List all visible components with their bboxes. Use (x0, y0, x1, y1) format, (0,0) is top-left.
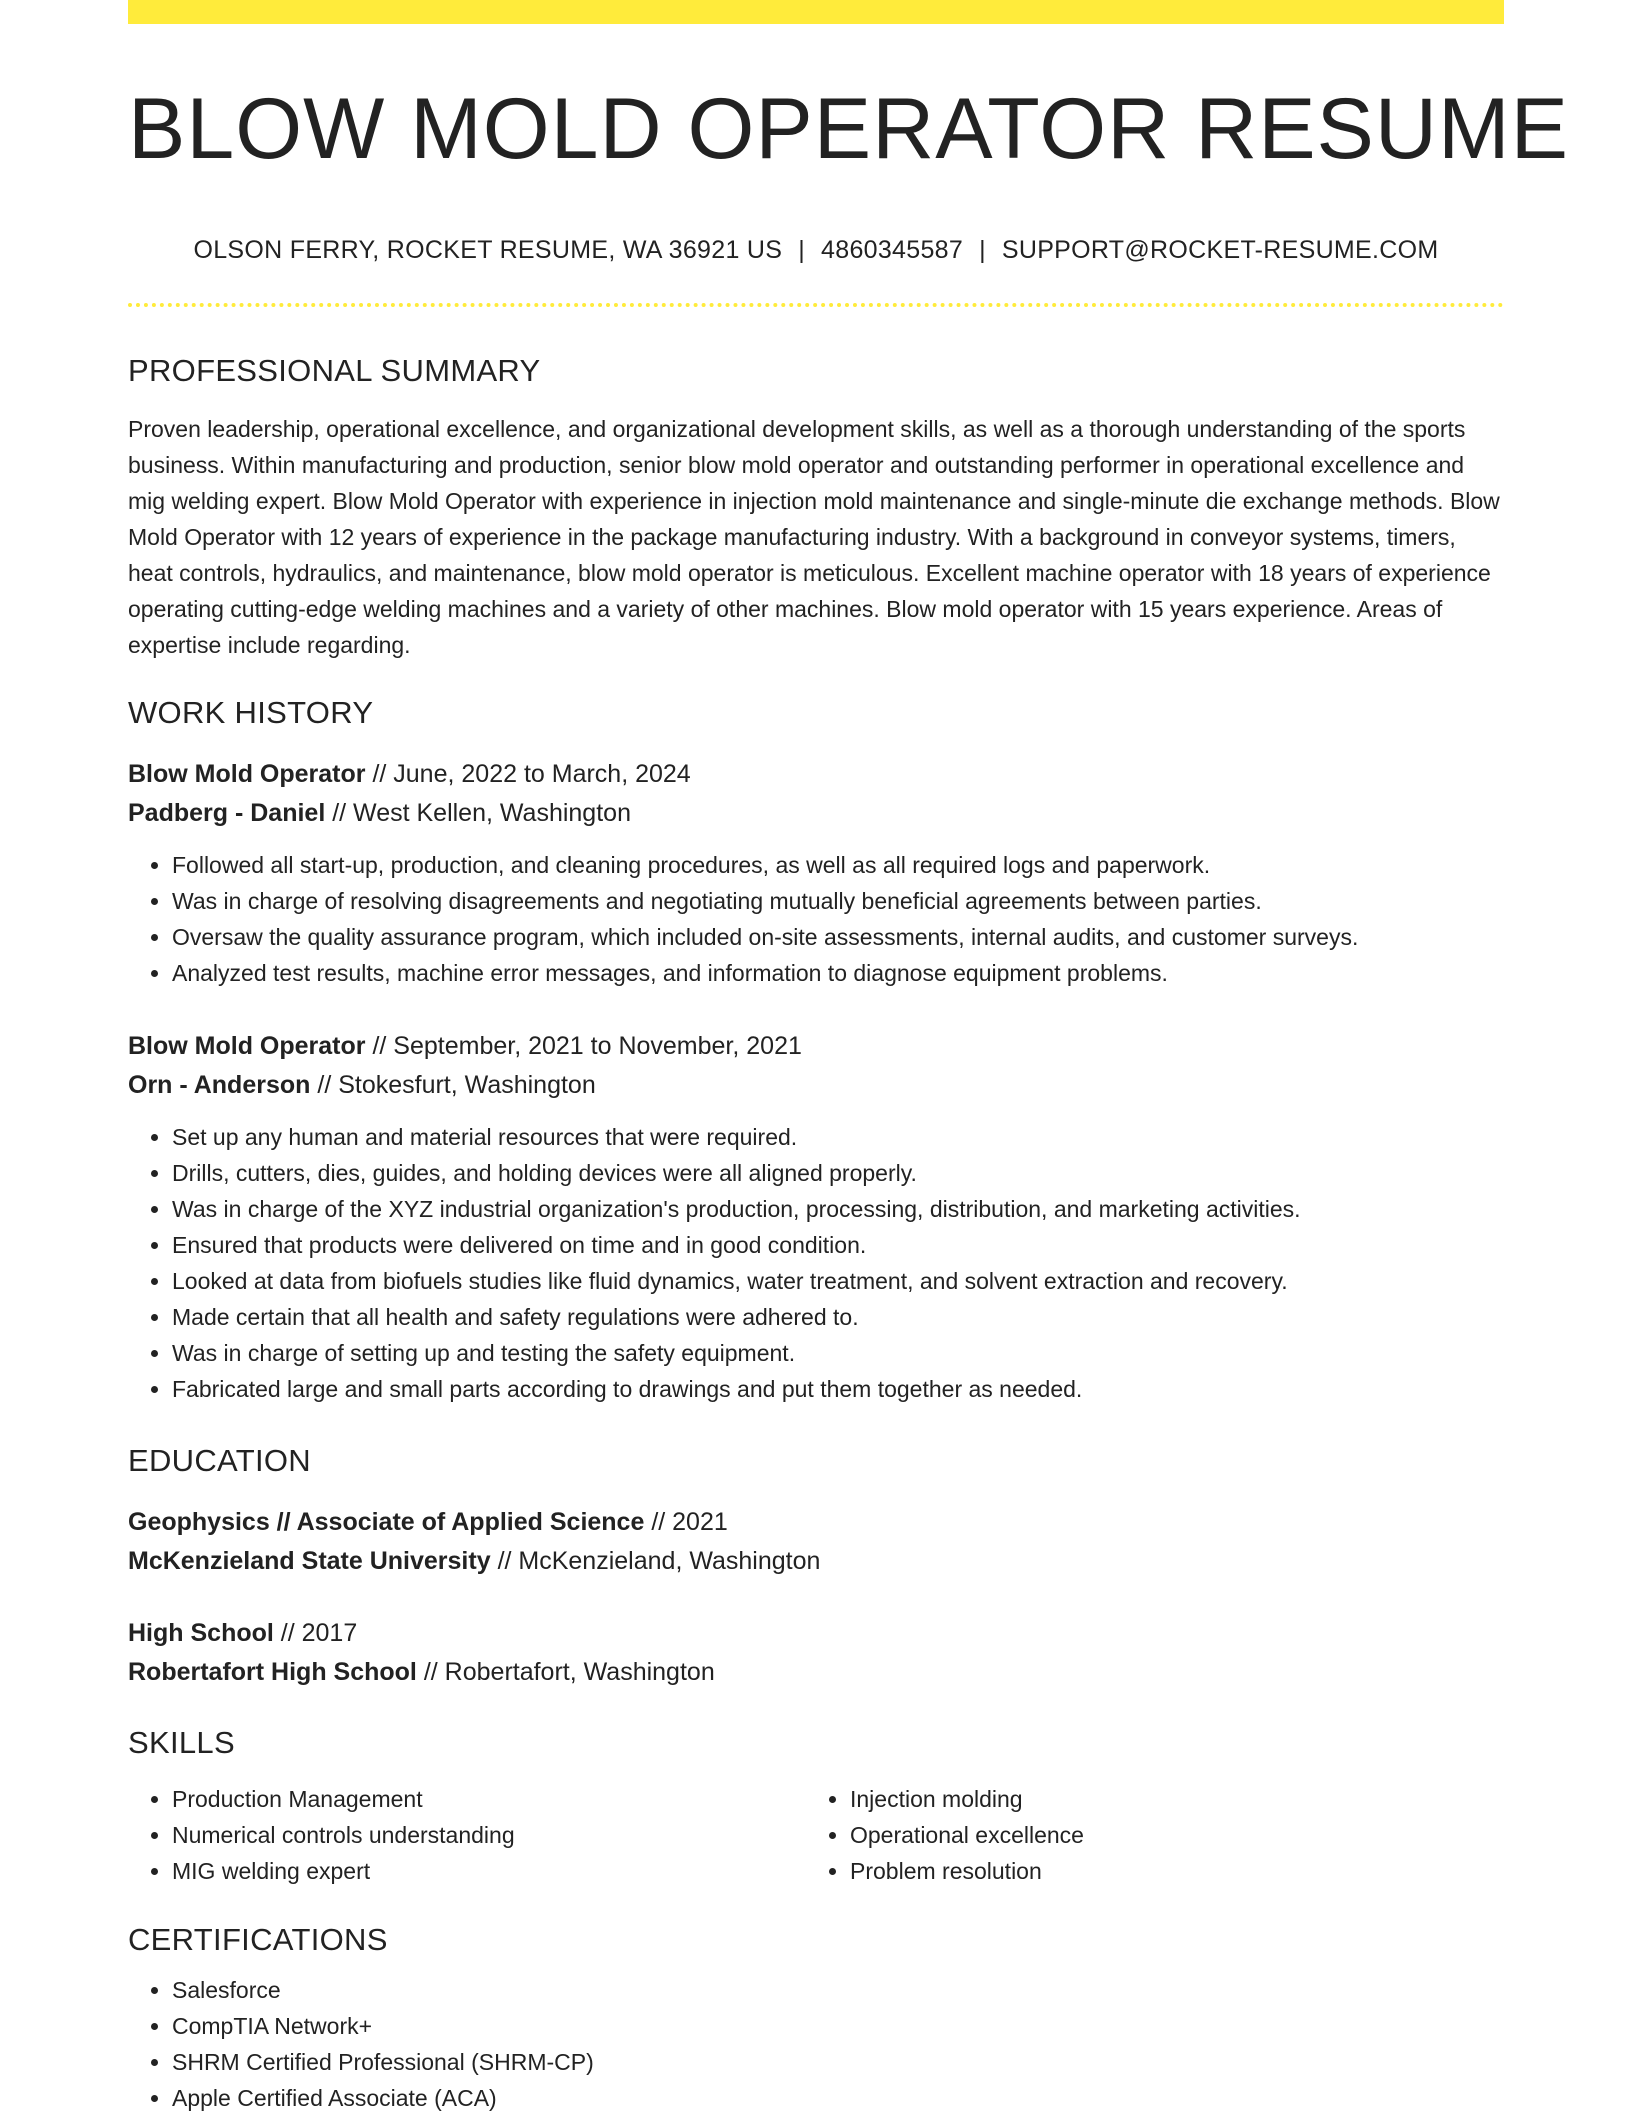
job-bullets (128, 1119, 1504, 1407)
job-location: // Stokesfurt, Washington (310, 1071, 596, 1099)
school-location: // Robertafort, Washington (416, 1658, 715, 1686)
certification-item: • Salesforce (172, 1972, 1504, 2008)
list-item: • Drills, cutters, dies, guides, and holding devices were all aligned properly. (172, 1155, 1504, 1191)
job-bullets (128, 847, 1504, 991)
school-location: // McKenzieland, Washington (490, 1547, 821, 1575)
list-item: • Was in charge of setting up and testing the safety equipment. (172, 1335, 1504, 1371)
job-dates: // September, 2021 to November, 2021 (365, 1032, 802, 1060)
school-line (128, 1653, 1504, 1692)
certification-item: • Apple Certified Associate (ACA) (172, 2080, 1504, 2116)
job-company-line (128, 794, 1504, 833)
list-item: • Was in charge of resolving disagreements and negotiating mutually beneficial agreements between parties. (172, 883, 1504, 919)
job-company: Orn - Anderson (128, 1071, 311, 1099)
section-heading-summary: PROFESSIONAL SUMMARY (128, 353, 541, 388)
job-company: Padberg - Daniel (128, 799, 326, 827)
list-item: • Oversaw the quality assurance program, which included on-site assessments, internal audits, and customer surveys. (172, 919, 1504, 955)
job-title: Blow Mold Operator (128, 760, 366, 788)
skill-item: • Injection molding (850, 1781, 1484, 1817)
list-item: • Looked at data from biofuels studies like fluid dynamics, water treatment, and solvent extraction and recovery. (172, 1263, 1504, 1299)
summary-text: Proven leadership, operational excellence, and organizational development skills, as well as a thorough understanding of the sports business. Within manufacturing and production, senior blow mold operator and outstanding performer in operational excellence and mig welding expert. Blow Mold Operator with experience in injection mold maintenance and single-minute die exchange methods. Blow Mold Operator with 12 years of experience in the package manufacturing industry. With a background in conveyor systems, timers, heat controls, hydraulics, and maintenance, blow mold operator is meticulous. Excellent machine operator with 18 years of experience operating cutting-edge welding machines and a variety of other machines. Blow mold operator with 15 years experience. Areas of expertise include regarding. (128, 416, 1500, 658)
list-item: • Analyzed test results, machine error messages, and information to diagnose equipment problems. (172, 955, 1504, 991)
skill-item: • Numerical controls understanding (172, 1817, 806, 1853)
skill-item: • Production Management (172, 1781, 806, 1817)
degree-year: // 2021 (644, 1508, 728, 1536)
degree: Geophysics // Associate of Applied Science (128, 1508, 645, 1536)
job-entry (128, 755, 1504, 991)
contact-separator: | (979, 236, 986, 264)
list-item: • Fabricated large and small parts according to drawings and put them together as needed. (172, 1371, 1504, 1407)
job-title-line (128, 1027, 1504, 1066)
skills-grid (128, 1781, 1504, 1889)
list-item: • Was in charge of the XYZ industrial organization's production, processing, distribution, and marketing activities. (172, 1191, 1504, 1227)
job-dates: // June, 2022 to March, 2024 (365, 760, 691, 788)
section-heading-skills: SKILLS (128, 1725, 235, 1760)
list-item: • Set up any human and material resources that were required. (172, 1119, 1504, 1155)
job-title-line (128, 755, 1504, 794)
section-heading-work: WORK HISTORY (128, 695, 374, 730)
job-location: // West Kellen, Washington (325, 799, 631, 827)
skill-item: • Problem resolution (850, 1853, 1484, 1889)
contact-email[interactable]: SUPPORT@ROCKET-RESUME.COM (1001, 236, 1439, 264)
section-heading-education: EDUCATION (128, 1443, 311, 1478)
education-entry (128, 1503, 1504, 1581)
job-company-line (128, 1066, 1504, 1105)
list-item: • Made certain that all health and safety regulations were adhered to. (172, 1299, 1504, 1335)
contact-line (128, 236, 1504, 265)
list-item: • Followed all start-up, production, and cleaning procedures, as well as all required logs and paperwork. (172, 847, 1504, 883)
resume-title: BLOW MOLD OPERATOR RESUME (128, 81, 1570, 177)
degree-line (128, 1614, 1504, 1653)
dotted-divider (128, 303, 1504, 307)
school-name: McKenzieland State University (128, 1547, 491, 1575)
degree-line (128, 1503, 1504, 1542)
skill-item: • Operational excellence (850, 1817, 1484, 1853)
job-entry (128, 1027, 1504, 1407)
education-entry (128, 1614, 1504, 1692)
school-line (128, 1542, 1504, 1581)
section-heading-certifications: CERTIFICATIONS (128, 1922, 388, 1957)
skill-item: • MIG welding expert (172, 1853, 806, 1889)
job-title: Blow Mold Operator (128, 1032, 366, 1060)
skills-column-right (806, 1781, 1484, 1889)
contact-address: OLSON FERRY, ROCKET RESUME, WA 36921 US (193, 236, 783, 264)
certification-item: • CompTIA Network+ (172, 2008, 1504, 2044)
contact-phone: 4860345587 (821, 236, 964, 264)
list-item: • Ensured that products were delivered on time and in good condition. (172, 1227, 1504, 1263)
degree: High School (128, 1619, 274, 1647)
degree-year: // 2017 (273, 1619, 358, 1647)
certification-item: • SHRM Certified Professional (SHRM-CP) (172, 2044, 1504, 2080)
certifications-list (128, 1972, 1504, 2116)
accent-bar (128, 0, 1504, 24)
school-name: Robertafort High School (128, 1658, 417, 1686)
resume-page (128, 0, 1570, 2116)
contact-separator: | (798, 236, 806, 264)
skills-column-left (128, 1781, 806, 1889)
